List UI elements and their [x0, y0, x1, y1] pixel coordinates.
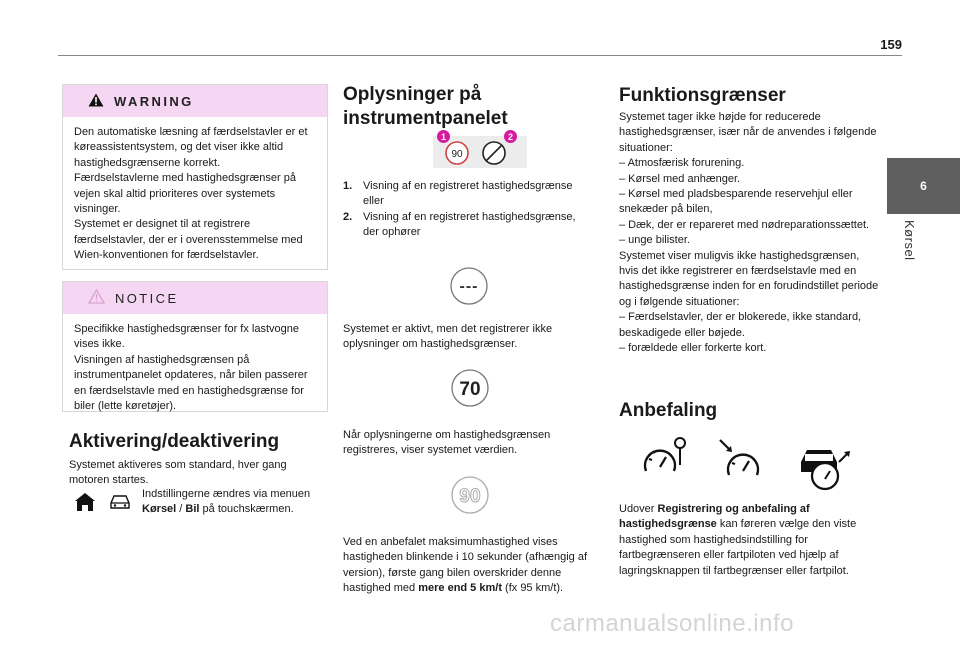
- adaptive-cruise-icon: [797, 444, 855, 497]
- warning-text: Den automatiske læsning af færdselstavler er et køreassistentsystem, og det viser ikke altid hastighedsgrænserne korrekt. Færdselstavlerne med hastighedsgrænser på vejen skal altid prioriteres over systemets visninger. Systemet er designet til at registrere færdselstavler, der er i overensstemmelse med Wien-konventionen for færdselstavler.: [74, 126, 308, 262]
- settings-text-2: på touchskærmen.: [199, 503, 294, 516]
- activation-text: Systemet aktiveres som standard, hver gang motoren startes.: [69, 459, 287, 487]
- chapter-tab[interactable]: [887, 158, 960, 214]
- dash-display-icon: [449, 266, 489, 311]
- notice-header: [63, 282, 327, 314]
- recommendation-text-bold: Registrering og anbefaling af hastighedsgrænse: [619, 503, 810, 531]
- speed-limiter-button-icon: [640, 437, 690, 492]
- speed-90-text: 90: [459, 486, 481, 507]
- notice-title: NOTICE: [115, 290, 179, 306]
- recommendation-heading: Anbefaling: [619, 400, 718, 421]
- header-rule: [58, 55, 902, 56]
- list-item-text: Visning af en registreret hastighedsgrænse, der ophører: [363, 210, 576, 239]
- warning-header: [63, 85, 327, 117]
- cruise-control-button-icon: [717, 437, 767, 492]
- recommended-text-bold: mere end 5 km/t: [418, 582, 502, 595]
- dash-display-text: ---: [459, 278, 479, 295]
- sign-speed-text: 90: [451, 149, 463, 160]
- speed-70-icon: [450, 368, 490, 413]
- warning-box: [62, 84, 328, 270]
- list-item-text: Visning af en registreret hastighedsgrænse eller: [363, 180, 573, 208]
- badge-1-label: 1: [440, 131, 446, 142]
- badge-2: [504, 130, 517, 143]
- settings-menu-2: Bil: [185, 503, 200, 516]
- limits-heading: Funktionsgrænser: [619, 85, 786, 106]
- home-icon: [74, 492, 96, 517]
- page-number: 159: [880, 37, 902, 52]
- panel-signs-illustration: [433, 131, 527, 168]
- panel-info-heading: Oplysninger på instrumentpanelet: [343, 84, 508, 129]
- notice-text: Specifikke hastighedsgrænser for fx lastvogne vises ikke. Visningen af hastighedsgrænsen på instrumentpanelet opdateres, når bilen passerer en færdselstavle med en hastighedsgrænse for biler (lette køretøjer).: [74, 323, 308, 413]
- activation-heading: Aktivering/deaktivering: [69, 431, 280, 452]
- list-item-number: 1.: [343, 180, 353, 192]
- text-recommended: [343, 535, 593, 597]
- list-item: [343, 210, 593, 241]
- car-settings-icon: [108, 493, 132, 516]
- notice-box: [62, 281, 328, 412]
- notice-triangle-icon: [88, 289, 105, 307]
- panel-info-list: [343, 179, 593, 241]
- recommended-text-1: Ved en anbefalet maksimumhastighed vises hastigheden blinkende i 10 sekunder (afhængig af version), første gang bilen overskrider denne hastighed med: [343, 536, 588, 595]
- recommendation-text: [619, 502, 881, 579]
- chapter-title: Kørsel: [902, 220, 917, 261]
- recommendation-text-2: kan føreren vælge den viste hastighed som hastighedsindstilling for fartbegrænseren eller fartpiloten ved hjælp af lagringsknappen til fartbegrænser eller fartpilot.: [619, 518, 857, 577]
- text-registered: Når oplysningerne om hastighedsgrænsen registreres, viser systemet værdien.: [343, 429, 551, 457]
- badge-2-label: 2: [507, 131, 513, 142]
- text-active: Systemet er aktivt, men det registrerer ikke oplysninger om hastighedsgrænser.: [343, 323, 553, 351]
- warning-title: WARNING: [114, 93, 194, 109]
- recommendation-text-1: Udover: [619, 503, 658, 515]
- badge-1: [437, 130, 450, 143]
- settings-separator: /: [176, 503, 186, 516]
- speed-70-text: 70: [459, 379, 481, 400]
- list-item: [343, 179, 593, 210]
- list-item-number: 2.: [343, 210, 353, 223]
- settings-menu-1: Kørsel: [142, 503, 177, 516]
- recommended-text-2: (fx 95 km/t).: [501, 582, 564, 595]
- settings-text-1: Indstillingerne ændres via menuen: [142, 488, 311, 500]
- watermark: carmanualsonline.info: [550, 610, 794, 637]
- speed-90-icon: [450, 475, 490, 520]
- chapter-number: 6: [920, 179, 927, 193]
- warning-triangle-icon: [88, 93, 104, 110]
- settings-instruction: [142, 487, 332, 518]
- limits-text: Systemet tager ikke højde for reducerede hastighedsgrænser, især når de anvendes i følgende situationer: – Atmosfærisk forurening. – Kørsel med anhænger. – Kørsel med pladsbesparende reservehjul eller snekæder på bilen, – Dæk, der er repareret med nødreparationssættet. – unge bilister. Systemet viser muligvis ikke hastighedsgrænsen, hvis det ikke registrerer en færdselstavle med en hastighedsgrænse inden for en forudindstillet periode og i følgende situationer: – Færdselstavler, der er blokerede, ikke standard, beskadigede eller bøjede. – forældede eller forkerte kort.: [619, 111, 879, 355]
